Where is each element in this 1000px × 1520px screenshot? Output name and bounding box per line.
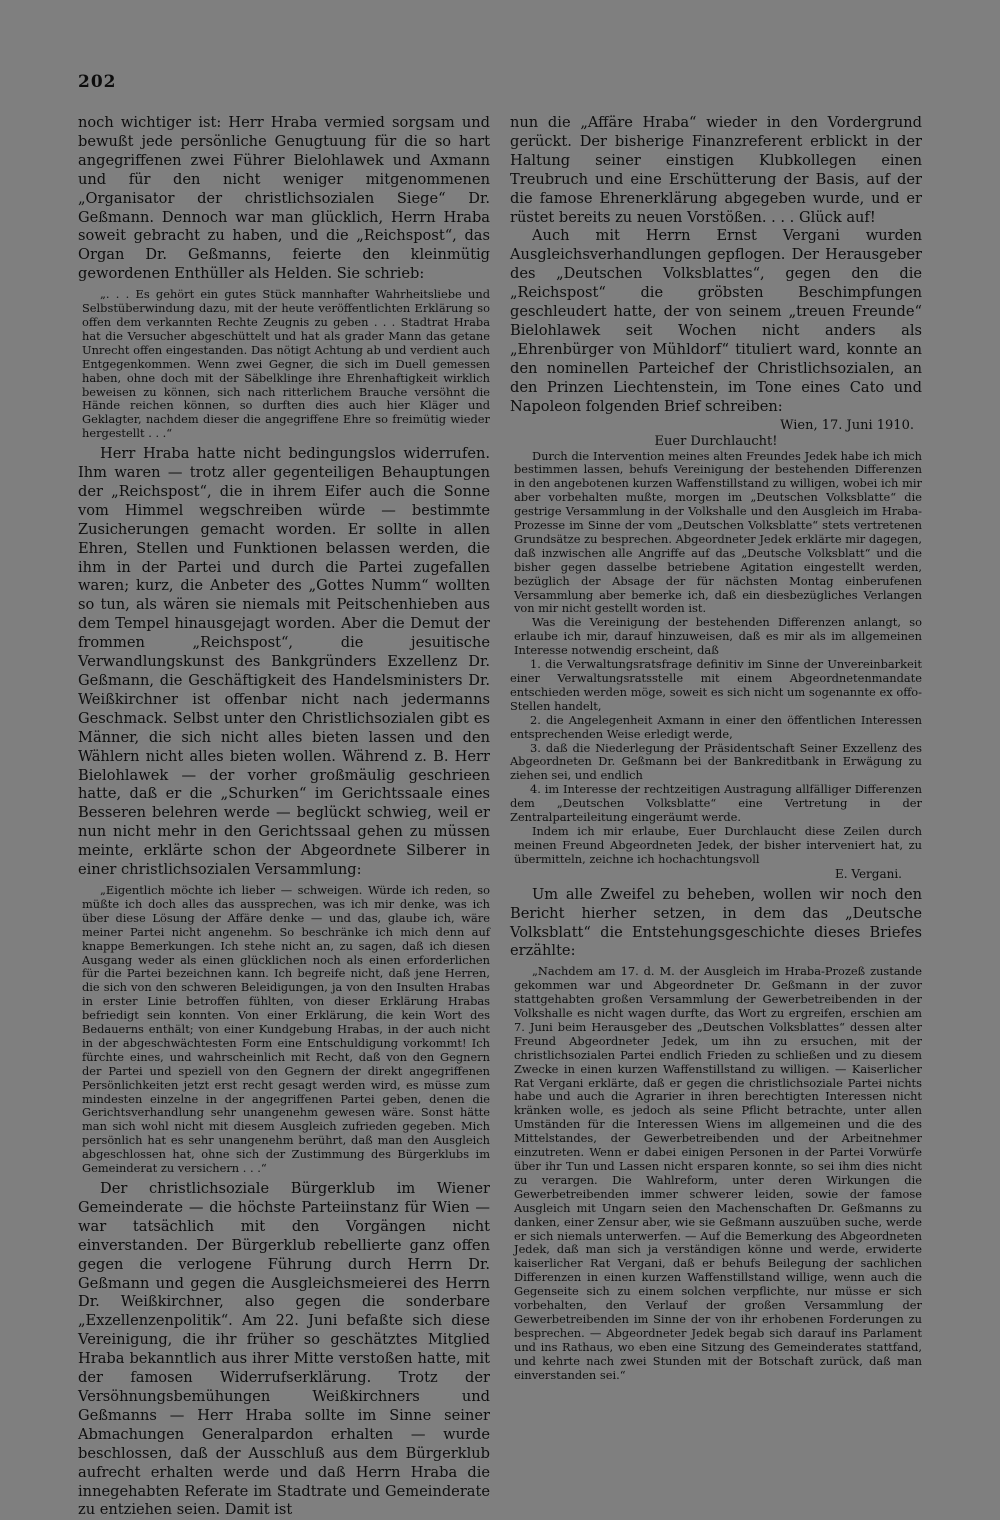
letter-salutation: Euer Durchlaucht! — [654, 433, 778, 449]
page-number: 202 — [78, 72, 117, 92]
letter-list-item: 2. die Angelegenheit Axmann in einer den öffentlichen Interessen entsprechenden Weise erledigt werde, — [510, 712, 922, 741]
quote-block: „. . . Es gehört ein gutes Stück mannhafter Wahrheitsliebe und Selbstüberwindung dazu, mit der heute veröffentlichten Erklärung so offen dem verkannten Rechte Zeugnis zu geben . . . Stadtrat Hraba hat die Versucher abgeschüttelt und hat als grader Mann das getane Unrecht offen eingestanden. Das nötigt Achtung ab und verdient auch Entgegenkommen. Wenn zwei Gegner, die sich im Duell gemessen haben, ohne doch mit der Säbelklinge ihre Ehrenhaftigkeit wirklich beweisen zu können, sich nach ritterlichem Brauche versöhnt die Hände reichen können, so durften dies auch hier Kläger und Geklagter, nachdem dieser die angegriffene Ehre so freimütig wieder hergestellt . . .“ — [82, 287, 490, 441]
paragraph: nun die „Affäre Hraba“ wieder in den Vordergrund gerückt. Der bisherige Finanzreferent erblickt in der Haltung seiner einstigen Klubkollegen einen Treubruch und eine Erschütterung der Basis, auf der die famose Ehrenerklärung abgegeben wurde, und er rüstet bereits zu neuen Vorstößen. . . . Glück auf! — [510, 114, 922, 226]
letter-list-item: 4. im Interesse der rechtzeitigen Austragung allfälliger Differenzen dem „Deutschen Volksblatte“ eine Vertretung in der Zentralparteileitung eingeräumt werde. — [510, 782, 922, 825]
letter-list-item: 1. die Verwaltungsratsfrage definitiv im Sinne der Unvereinbarkeit einer Verwaltungsratsstelle mit einem Abgeordnetenmandate entschieden werden möge, soweit es sich nicht um sogenannte ex offo-Stellen handelt, — [510, 657, 922, 713]
quote-block: „Nachdem am 17. d. M. der Ausgleich im Hraba-Prozeß zustande gekommen war und Abgeordneter Dr. Geßmann in der zuvor stattgehabten großen Versammlung der Gewerbetreibenden in der Volkshalle es nicht wagen durfte, das Wort zu ergreifen, erschien am 7. Juni beim Herausgeber des „Deutschen Volksblattes“ dessen alter Freund Abgeordneter Jedek, um ihn zu ersuchen, mit der christlichsozialen Partei endlich Frieden zu schließen und zu diesem Zwecke in einen kurzen Waffenstillstand zu willigen. — Kaiserlicher Rat Vergani erklärte, daß er gegen die christlichsoziale Partei nichts habe und auch die Agrarier in ihren berechtigten Interessen nicht kränken wolle, es jedoch als seine Pflicht betrachte, unter allen Umständen für die Interessen Wiens im allgemeinen und die des Mittelstandes, der Gewerbetreibenden und der Arbeitnehmer einzutreten. Wenn er dabei einigen Personen in der Partei Vorwürfe über ihr Tun und Lassen nicht ersparen konnte, so sei ihm dies nicht zu verargen. Die Wahlreform, unter deren Wirkungen die Gewerbetreibenden immer schwerer leiden, sowie der famose Ausgleich mit Ungarn seien den Machenschaften Dr. Geßmanns zu danken, einer Zensur aber, wie sie Geßmann auszuüben suche, werde er sich niemals unterwerfen. — Auf die Bemerkung des Abgeordneten Jedek, daß man sich ja verständigen könne und werde, erwiderte kaiserlicher Rat Vergani, daß er behufs Beilegung der sachlichen Differenzen in einen kurzen Waffenstillstand willige, wenn auch die Gegenseite sich zu einem solchen verpflichte, nur müsse er sich vorbehalten, den Verlauf der großen Versammlung der Gewerbetreibenden im Sinne der von ihr erhobenen Forderungen zu besprechen. — Abgeordneter Jedek begab sich darauf ins Parlament und ins Rathaus, wo eben eine Sitzung des Gemeinderates stattfand, und kehrte nach zwei Stunden mit der Botschaft zurück, daß man einverstanden sei.“ — [514, 964, 922, 1382]
quote-block: „Eigentlich möchte ich lieber — schweigen. Würde ich reden, so müßte ich doch alles das aussprechen, was ich mir denke, was ich über diese Lösung der Affäre denke — und das, glaube ich, wäre meiner Partei nicht angenehm. So beschränke ich mich denn auf knappe Bemerkungen. Ich stehe nicht an, zu sagen, daß ich diesen Ausgang weder als einen glücklichen noch als einen erforderlichen für die Partei bezeichnen kann. Ich begreife nicht, daß jene Herren, die sich von den schweren Beleidigungen, ja von den Insulten Hrabas in erster Linie betroffen fühlten, von dieser Erklärung Hrabas befriedigt sein konnten. Von einer Erklärung, die kein Wort des Bedauerns enthält; von einer Kundgebung Hrabas, in der auch nicht in der abgeschwächtesten Form eine Entschuldigung vorkommt! Ich fürchte eines, und wahrscheinlich mit Recht, daß von den Gegnern der Partei und speziell von den Gegnern der direkt angegriffenen Persönlichkeiten jetzt erst recht gesagt werden wird, es müsse zum mindesten einzelne in der angegriffenen Partei geben, denen die Gerichtsverhandlung sehr unangenehm gewesen wäre. Sonst hätte man sich wohl nicht mit diesem Ausgleich zufrieden gegeben. Mich persönlich hat es sehr unangenehm berührt, daß man den Ausgleich abgeschlossen hat, ohne sich der Zustimmung des Bürgerklubs im Gemeinderat zu versichern . . .“ — [82, 882, 490, 1176]
left-column — [78, 114, 490, 1520]
letter-paragraph: Was die Vereinigung der bestehenden Differenzen anlangt, so erlaube ich mir, darauf hinzuweisen, daß es mir als im allgemeinen Interesse notwendig erscheint, daß — [514, 615, 922, 658]
letter-signature: E. Vergani. — [834, 866, 902, 881]
paragraph: Herr Hraba hatte nicht bedingungslos widerrufen. Ihm waren — trotz aller gegenteiligen Behauptungen der „Reichspost“, die in ihrem Eifer auch die Sonne vom Himmel wegschreiben würde — bestimmte Zusicherungen gemacht worden. Er sollte in allen Ehren, Stellen und Funktionen belassen werden, die ihm in der Partei und durch die Partei zugefallen waren; kurz, die Anbeter des „Gottes Numm“ wollten so tun, als wären sie niemals mit Peitschenhieben aus dem Tempel hinausgejagt worden. Aber die Demut der frommen „Reichspost“, die jesuitische Verwandlungskunst des Bankgründers Exzellenz Dr. Geßmann, die Geschäftigkeit des Handelsministers Dr. Weißkirchner ist offenbar nicht nach jedermanns Geschmack. Selbst unter den Christlichsozialen gibt es Männer, die sich nicht alles bieten lassen und den Wählern nicht alles bieten wollen. Während z. B. Herr Bielohlawek — der vorher großmäulig geschrieen hatte, daß er die „Schurken“ im Gerichtssaale eines Besseren belehren werde — beglückt schwieg, weil er nun nicht mehr in den Gerichtssaal gehen zu müssen meinte, erklärte schon der Abgeordnete Silberer in einer christlichsozialen Versammlung: — [78, 445, 490, 879]
paragraph: Um alle Zweifel zu beheben, wollen wir noch den Bericht hierher setzen, in dem das „Deutsche Volksblatt“ die Entstehungsgeschichte dieses Briefes erzählte: — [510, 885, 922, 960]
letter-paragraph: Durch die Intervention meines alten Freundes Jedek habe ich mich bestimmen lassen, behufs Vereinigung der bestehenden Differenzen in den angebotenen kurzen Waffenstillstand zu willigen, wobei ich mir aber vorbehalten mußte, morgen im „Deutschen Volksblatte“ die gestrige Versammlung in der Volkshalle und den Ausgleich im Hraba-Prozesse im Sinne der vom „Deutschen Volksblatte“ stets vertretenen Grundsätze zu besprechen. Abgeordneter Jedek erklärte mir dagegen, daß inzwischen alle Angriffe auf das „Deutsche Volksblatt“ und die bisher gegen dasselbe betriebene Agitation eingestellt werden, bezüglich der Absage der für nächsten Montag einberufenen Versammlung aber bemerke ich, daß ein diesbezügliches Verlangen von mir nicht gestellt worden ist. — [514, 448, 922, 616]
paragraph: Der christlichsoziale Bürgerklub im Wiener Gemeinderate — die höchste Parteiinstanz für Wien — war tatsächlich mit den Vorgängen nicht einverstanden. Der Bürgerklub rebellierte ganz offen gegen die verlogene Führung durch Herrn Dr. Geßmann und gegen die Ausgleichsmeierei des Herrn Dr. Weißkirchner, also gegen die sonderbare „Exzellenzenpolitik“. Am 22. Juni befaßte sich diese Vereinigung, die ihr früher so geschätztes Mitglied Hraba bekanntlich aus ihrer Mitte verstoßen hatte, mit der famosen Widerrufserklärung. Trotz der Versöhnungsbemühungen Weißkirchners und Geßmanns — Herr Hraba sollte im Sinne seiner Abmachungen Generalpardon erhalten — wurde beschlossen, daß der Ausschluß aus dem Bürgerklub aufrecht erhalten werde und daß Herrn Hraba die innegehabten Referate im Stadtrate und Gemeinderate zu entziehen seien. Damit ist — [78, 1180, 490, 1519]
paragraph: Auch mit Herrn Ernst Vergani wurden Ausgleichsverhandlungen gepflogen. Der Herausgeber des „Deutschen Volksblattes“, gegen den die „Reichspost“ die gröbsten Beschimpfungen geschleudert hatte, der von seinem „treuen Freunde“ Bielohlawek seit Wochen nicht anders als „Ehrenbürger von Mühldorf“ tituliert ward, konnte an den nominellen Parteichef der Christlichsozialen, an den Prinzen Liechtenstein, im Tone eines Cato und Napoleon folgenden Brief schreiben: — [510, 227, 922, 415]
right-column — [510, 114, 922, 1383]
paragraph: noch wichtiger ist: Herr Hraba vermied sorgsam und bewußt jede persönliche Genugtuung für die so hart angegriffenen zwei Führer Bielohlawek und Axmann und für den nicht weniger mitgenommenen „Organisator der christlichsozialen Siege“ Dr. Geßmann. Dennoch war man glücklich, Herrn Hraba soweit gebracht zu haben, und die „Reichspost“, das Organ Dr. Geßmanns, feierte den kleinmütig gewordenen Enthüller als Helden. Sie schrieb: — [78, 114, 490, 283]
letter-date: Wien, 17. Juni 1910. — [780, 417, 914, 433]
letter-list-item: 3. daß die Niederlegung der Präsidentschaft Seiner Exzellenz des Abgeordneten Dr. Geßmann bei der Bankreditbank in Erwägung zu ziehen sei, und endlich — [510, 740, 922, 783]
letter-paragraph: Indem ich mir erlaube, Euer Durchlaucht diese Zeilen durch meinen Freund Abgeordneten Jedek, der bisher interveniert hat, zu übermitteln, zeichne ich hochachtungsvoll — [514, 823, 922, 866]
